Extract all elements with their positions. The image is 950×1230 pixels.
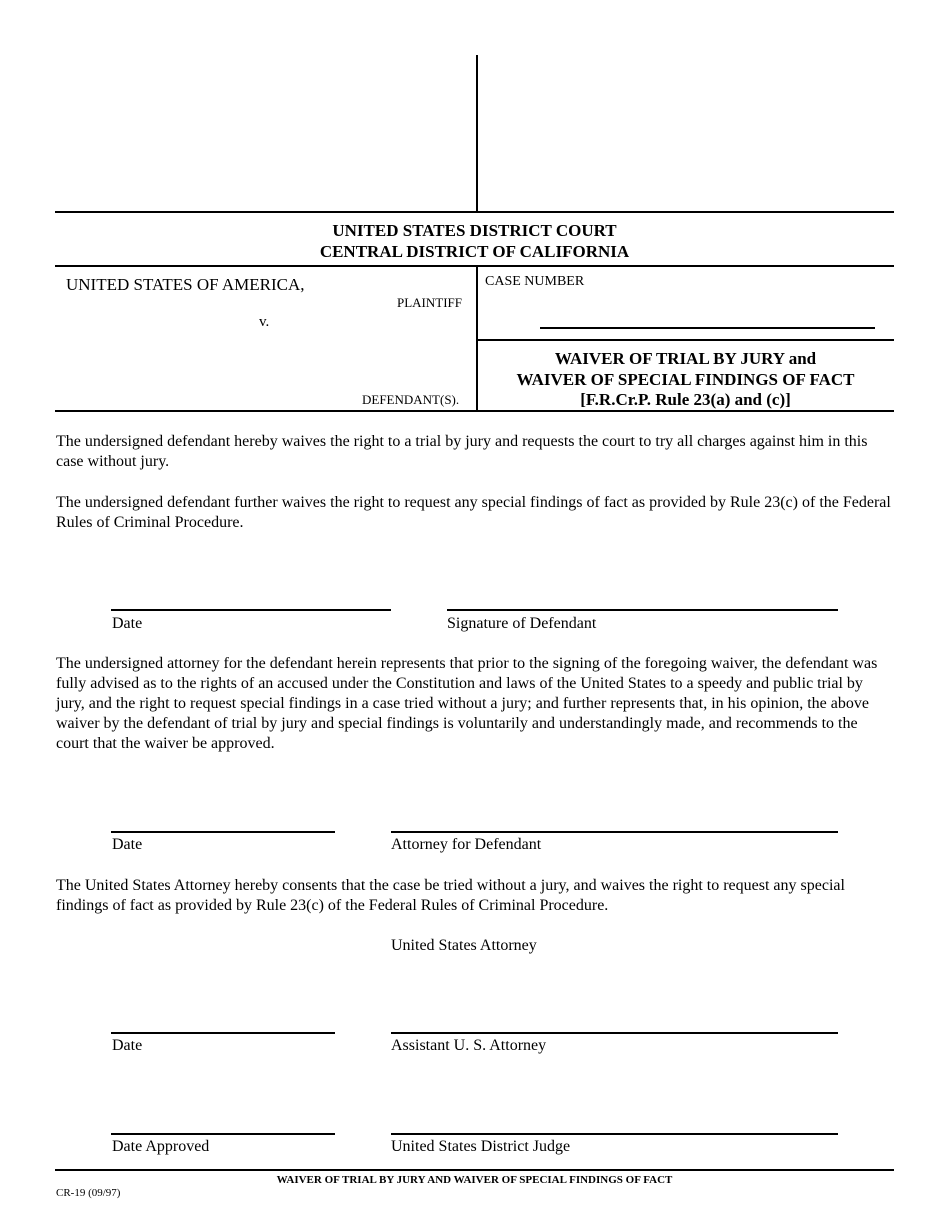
header-top-rule: [55, 211, 894, 213]
defendant-date-line[interactable]: [111, 609, 391, 611]
attorney-date-label: Date: [112, 836, 143, 853]
plaintiff-name: UNITED STATES OF AMERICA,: [66, 275, 305, 294]
ausa-signature-label: Assistant U. S. Attorney: [391, 1037, 547, 1054]
approved-date-label: Date Approved: [112, 1138, 210, 1155]
caption-bottom-rule: [55, 410, 894, 412]
special-findings-paragraph: The undersigned defendant further waives the right to request any special findings of fact as provided by Rule 23(c) of the Federal Rules of Criminal Procedure.: [56, 494, 891, 531]
case-number-label: CASE NUMBER: [485, 274, 585, 289]
title-box-top-rule: [477, 339, 894, 341]
attorney-date-line[interactable]: [111, 831, 335, 833]
ausa-date-label: Date: [112, 1037, 143, 1054]
caption-top-rule: [55, 265, 894, 267]
form-number: CR-19 (09/97): [56, 1187, 121, 1199]
ausa-date-line[interactable]: [111, 1032, 335, 1034]
defendant-waiver-paragraph: The undersigned defendant hereby waives the right to a trial by jury and requests the court to try all charges against him in this case without jury.: [56, 433, 868, 470]
doc-title-line2: WAIVER OF SPECIAL FINDINGS OF FACT: [516, 370, 855, 389]
judge-signature-label: United States District Judge: [391, 1138, 571, 1155]
attorney-signature-line[interactable]: [391, 831, 838, 833]
defendant-signature-label: Signature of Defendant: [447, 615, 597, 632]
case-number-field[interactable]: [540, 327, 875, 329]
defendant-signature-line[interactable]: [447, 609, 838, 611]
plaintiff-label: PLAINTIFF: [397, 295, 463, 310]
footer-rule: [55, 1169, 894, 1171]
doc-title-line1: WAIVER OF TRIAL BY JURY and: [554, 349, 817, 368]
court-name: UNITED STATES DISTRICT COURT: [332, 221, 617, 240]
top-vertical-divider: [476, 55, 478, 212]
doc-title-line3: [F.R.Cr.P. Rule 23(a) and (c)]: [580, 390, 791, 409]
court-district: CENTRAL DISTRICT OF CALIFORNIA: [319, 242, 630, 261]
ausa-signature-line[interactable]: [391, 1032, 838, 1034]
attorney-signature-label: Attorney for Defendant: [391, 836, 542, 853]
attorney-representation-paragraph: The undersigned attorney for the defendant herein represents that prior to the signing of the foregoing waiver, the defendant was fully advised as to the rights of an accused under the Constitution and laws of the United States to a speedy and public trial by jury, and the right to request special findings in a case tried without a jury; and further represents that, in his opinion, the above waiver by the defendant of trial by jury and special findings is voluntarily and understandingly made, and recommends to the court that the waiver be approved.: [56, 655, 878, 752]
versus-label: v.: [259, 314, 270, 330]
defendant-label: DEFENDANT(S).: [362, 392, 460, 407]
judge-signature-line[interactable]: [391, 1133, 838, 1135]
approved-date-line[interactable]: [111, 1133, 335, 1135]
us-attorney-heading: United States Attorney: [391, 937, 537, 954]
us-attorney-consent-paragraph: The United States Attorney hereby consents that the case be tried without a jury, and waives the right to request any special findings of fact as provided by Rule 23(c) of the Federal Rules of Criminal Procedure.: [56, 877, 845, 914]
footer-title: WAIVER OF TRIAL BY JURY AND WAIVER OF SPECIAL FINDINGS OF FACT: [276, 1174, 673, 1186]
defendant-date-label: Date: [112, 615, 143, 632]
